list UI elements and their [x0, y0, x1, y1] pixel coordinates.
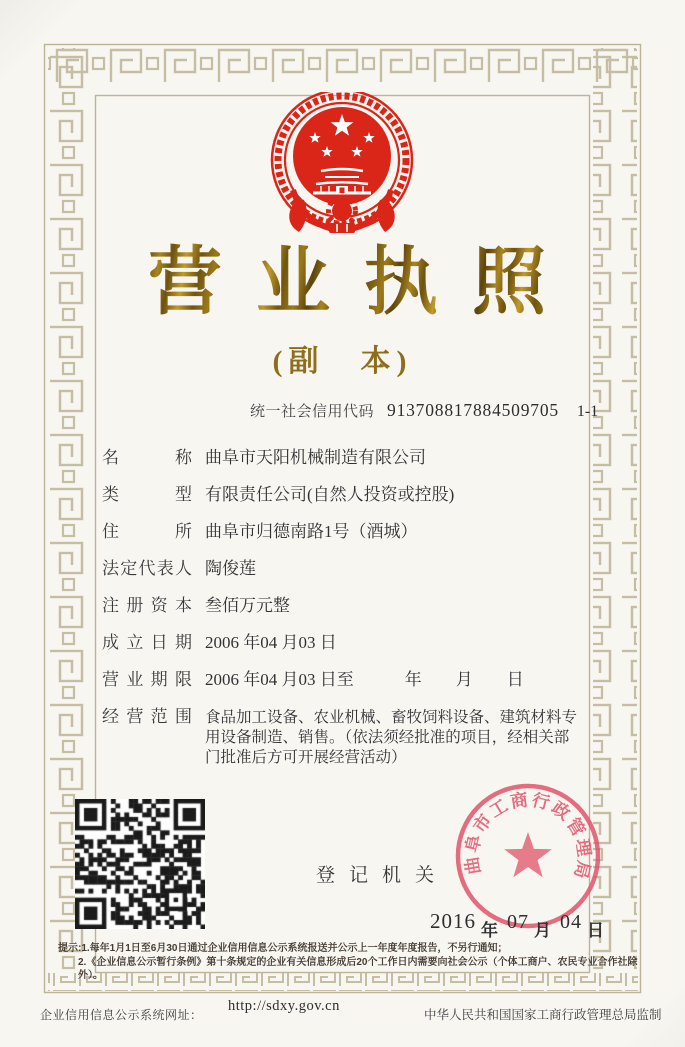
notes-line-2: 2.《企业信息公示暂行条例》第十条规定的企业有关信息形成后20个工作日内需要向社会公示（个体工商户、农民专业合作社除外）。 — [78, 956, 638, 981]
field-row-capital — [102, 591, 582, 628]
field-label: 名称 — [102, 448, 192, 467]
field-label: 类型 — [102, 485, 192, 504]
issue-date-month: 07 — [507, 911, 529, 933]
china-national-emblem-icon — [263, 92, 421, 238]
registration-authority-label: 登记机关 — [316, 865, 449, 886]
field-row-founded — [102, 628, 582, 665]
issue-date-day: 04 — [560, 911, 582, 933]
field-value: 有限责任公司(自然人投资或控股) — [205, 485, 455, 504]
field-label: 住所 — [102, 522, 192, 541]
field-row-address — [102, 517, 582, 554]
credit-code-line — [250, 400, 598, 421]
field-row-scope — [102, 702, 582, 768]
credit-code-label: 统一社会信用代码 — [250, 404, 375, 420]
field-row-name — [102, 443, 582, 480]
field-value: 陶俊莲 — [205, 559, 256, 578]
issue-date-month-unit: 月 — [534, 921, 551, 940]
qr-code — [75, 799, 205, 929]
field-value: 2006 年04 月03 日 — [205, 633, 337, 652]
field-row-term — [102, 665, 582, 702]
issue-date-day-unit: 日 — [587, 921, 604, 940]
page-title: 营业执照 — [148, 243, 685, 324]
notes-line-1: 提示:1.每年1月1日至6月30日通过企业信用信息公示系统报送并公示上一年度年度报告，不另行通知； — [58, 943, 508, 954]
footer-site-url: http://sdxy.gov.cn — [228, 998, 340, 1014]
field-label: 注册资本 — [102, 596, 192, 615]
copy-number: 1-1 — [576, 403, 599, 420]
footer-site-label: 企业信用信息公示系统网址： — [40, 1008, 203, 1022]
footer-issuer: 中华人民共和国国家工商行政管理总局监制 — [424, 1008, 662, 1022]
field-row-type — [102, 480, 582, 517]
seal-text: 曲阜市工商行政管理局 — [461, 789, 595, 882]
field-label: 经营范围 — [102, 707, 192, 726]
notes-block — [58, 942, 652, 983]
field-value: 曲阜市归德南路1号（酒城） — [205, 522, 418, 541]
field-value: 叁佰万元整 — [205, 596, 290, 615]
issue-date — [430, 909, 613, 940]
field-label: 成立日期 — [102, 633, 192, 652]
issue-date-year-unit: 年 — [481, 921, 498, 940]
credit-code-value: 913708817884509705 — [387, 400, 559, 420]
field-row-legal-rep — [102, 554, 582, 591]
issue-date-year: 2016 — [430, 909, 476, 933]
field-value: 2006 年04 月03 日至 年 月 日 — [205, 670, 524, 689]
qr-code-canvas — [75, 799, 205, 929]
field-value: 食品加工设备、农业机械、畜牧饲料设备、建筑材料专用设备制造、销售。（依法须经批准的项目，经相关部门批准后方可开展经营活动） — [205, 709, 578, 766]
license-fields — [102, 443, 582, 768]
field-label: 法定代表人 — [102, 559, 192, 578]
field-label: 营业期限 — [102, 670, 192, 689]
copy-subtitle: (副 本) — [272, 345, 413, 378]
field-value: 曲阜市天阳机械制造有限公司 — [205, 448, 426, 467]
